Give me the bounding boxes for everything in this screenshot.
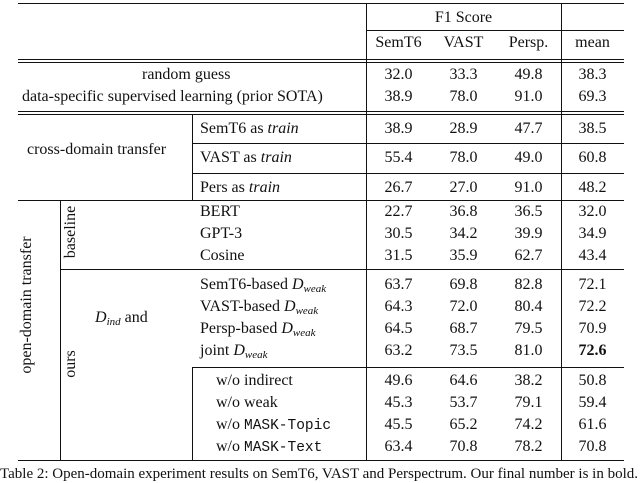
cell-r15-persp: 78.2 (514, 438, 543, 455)
row-label-wo-mask-text: w/o MASK-Text (216, 438, 323, 456)
group-label-open: open-domain transfer (18, 236, 35, 374)
row-label-persp-based: Persp-based $D_{weak}$ (200, 320, 316, 339)
cell-r10-mean: 70.9 (578, 320, 607, 337)
cell-r8-persp: 82.8 (514, 276, 543, 293)
cell-r6-vast: 34.2 (449, 225, 478, 242)
group-label-cross: cross-domain transfer (27, 141, 167, 158)
cell-r0-mean: 38.3 (578, 66, 607, 83)
cell-r7-vast: 35.9 (449, 247, 478, 264)
cell-r7-semt6: 31.5 (384, 247, 413, 264)
cell-r3-vast: 78.0 (449, 149, 478, 166)
cell-r14-vast: 65.2 (449, 416, 478, 433)
cell-r13-vast: 53.7 (449, 394, 478, 411)
cell-r12-mean: 50.8 (578, 372, 607, 389)
cell-r4-semt6: 26.7 (384, 179, 413, 196)
ablation-rule (192, 367, 624, 368)
header-col-semt6: SemT6 (375, 34, 422, 51)
cell-r3-persp: 49.0 (514, 149, 543, 166)
row-rule-cross-2 (192, 173, 624, 174)
cell-r12-persp: 38.2 (514, 372, 543, 389)
cell-r8-semt6: 63.7 (384, 276, 413, 293)
header-col-persp: Persp. (508, 34, 549, 51)
header-sub-rule (366, 30, 624, 31)
cell-r6-semt6: 30.5 (384, 225, 413, 242)
section-rule-2 (18, 200, 624, 201)
cell-r11-mean: 72.6 (578, 342, 607, 359)
header-col-vast: VAST (443, 34, 484, 51)
section-rule-1-double (18, 114, 624, 115)
cell-r0-semt6: 32.0 (384, 66, 413, 83)
cell-r2-persp: 47.7 (514, 120, 543, 137)
cell-r11-persp: 81.0 (514, 342, 543, 359)
cell-r13-persp: 79.1 (514, 394, 543, 411)
cell-r5-vast: 36.8 (449, 203, 478, 220)
cell-r4-vast: 27.0 (449, 179, 478, 196)
cell-r3-mean: 60.8 (578, 149, 607, 166)
cell-r14-semt6: 45.5 (384, 416, 413, 433)
cell-r0-persp: 49.8 (514, 66, 543, 83)
cell-r8-mean: 72.1 (578, 276, 607, 293)
cell-r3-semt6: 55.4 (384, 149, 413, 166)
cell-r14-persp: 74.2 (514, 416, 543, 433)
top-rule (18, 3, 624, 4)
row-label-vast-based: VAST-based $D_{weak}$ (200, 298, 319, 317)
cell-r2-mean: 38.5 (578, 120, 607, 137)
cell-r7-mean: 43.4 (578, 247, 607, 264)
group-label-ours: ours (62, 350, 79, 378)
cell-r14-mean: 61.6 (578, 416, 607, 433)
cell-r12-vast: 64.6 (449, 372, 478, 389)
cell-r15-mean: 70.8 (578, 438, 607, 455)
row-label-vast-train: VAST as train (200, 149, 292, 166)
header-rule (18, 59, 624, 60)
cell-r5-semt6: 22.7 (384, 203, 413, 220)
table-caption: Table 2: Open-domain experiment results on SemT6, VAST and Perspectrum. Our final number is in bold. (0, 466, 639, 482)
cell-r15-vast: 70.8 (449, 438, 478, 455)
row-label-wo-mask-topic: w/o MASK-Topic (216, 416, 332, 434)
row-rule-cross-1 (192, 143, 624, 144)
cell-r12-semt6: 49.6 (384, 372, 413, 389)
cell-r2-vast: 28.9 (449, 120, 478, 137)
header-rule-double (18, 62, 624, 63)
row-label-semt6-based: SemT6-based $D_{weak}$ (200, 276, 327, 295)
cell-r15-semt6: 63.4 (384, 438, 413, 455)
cell-r9-semt6: 64.3 (384, 298, 413, 315)
bottom-rule (18, 460, 624, 461)
header-group-label: F1 Score (434, 9, 493, 26)
header-col-mean: mean (575, 34, 610, 51)
open-label-rule (60, 200, 61, 460)
section-rule-1 (18, 111, 624, 112)
cell-r1-semt6: 38.9 (384, 88, 413, 105)
row-label-random: random guess (142, 66, 231, 83)
dind-and-label: $D_{ind}$ and (95, 309, 148, 328)
row-label-semt6-train: SemT6 as train (200, 120, 299, 137)
cell-r0-vast: 33.3 (449, 66, 478, 83)
cell-r10-persp: 79.5 (514, 320, 543, 337)
cell-r4-persp: 91.0 (514, 179, 543, 196)
cell-r11-vast: 73.5 (449, 342, 478, 359)
cell-r8-vast: 69.8 (449, 276, 478, 293)
cell-r13-mean: 59.4 (578, 394, 607, 411)
cell-r6-persp: 39.9 (514, 225, 543, 242)
row-label-bert: BERT (200, 203, 240, 220)
cell-r13-semt6: 45.3 (384, 394, 413, 411)
cell-r6-mean: 34.9 (578, 225, 607, 242)
cell-r7-persp: 62.7 (514, 247, 543, 264)
ablation-label-rule (192, 367, 193, 460)
row-label-supervised: data-specific supervised learning (prior SOTA) (22, 88, 323, 105)
cell-r10-vast: 68.7 (449, 320, 478, 337)
cell-r2-semt6: 38.9 (384, 120, 413, 137)
group-label-baseline: baseline (62, 205, 79, 259)
cell-r10-semt6: 64.5 (384, 320, 413, 337)
row-label-wo-indirect: w/o indirect (216, 372, 293, 389)
cell-r1-mean: 69.3 (578, 88, 607, 105)
row-label-joint: joint $D_{weak}$ (200, 342, 268, 361)
baseline-ours-rule (60, 269, 624, 270)
cell-r9-persp: 80.4 (514, 298, 543, 315)
row-label-cosine: Cosine (200, 247, 245, 264)
cell-r9-vast: 72.0 (449, 298, 478, 315)
cell-r5-persp: 36.5 (514, 203, 543, 220)
cell-r4-mean: 48.2 (578, 179, 607, 196)
row-label-gpt3: GPT-3 (200, 225, 243, 242)
cross-label-rule (192, 114, 193, 200)
cell-r5-mean: 32.0 (578, 203, 607, 220)
row-label-pers-train: Pers as train (200, 179, 281, 196)
cell-r11-semt6: 63.2 (384, 342, 413, 359)
cell-r1-persp: 91.0 (514, 88, 543, 105)
cell-r1-vast: 78.0 (449, 88, 478, 105)
row-label-wo-weak: w/o weak (216, 394, 278, 411)
cell-r9-mean: 72.2 (578, 298, 607, 315)
